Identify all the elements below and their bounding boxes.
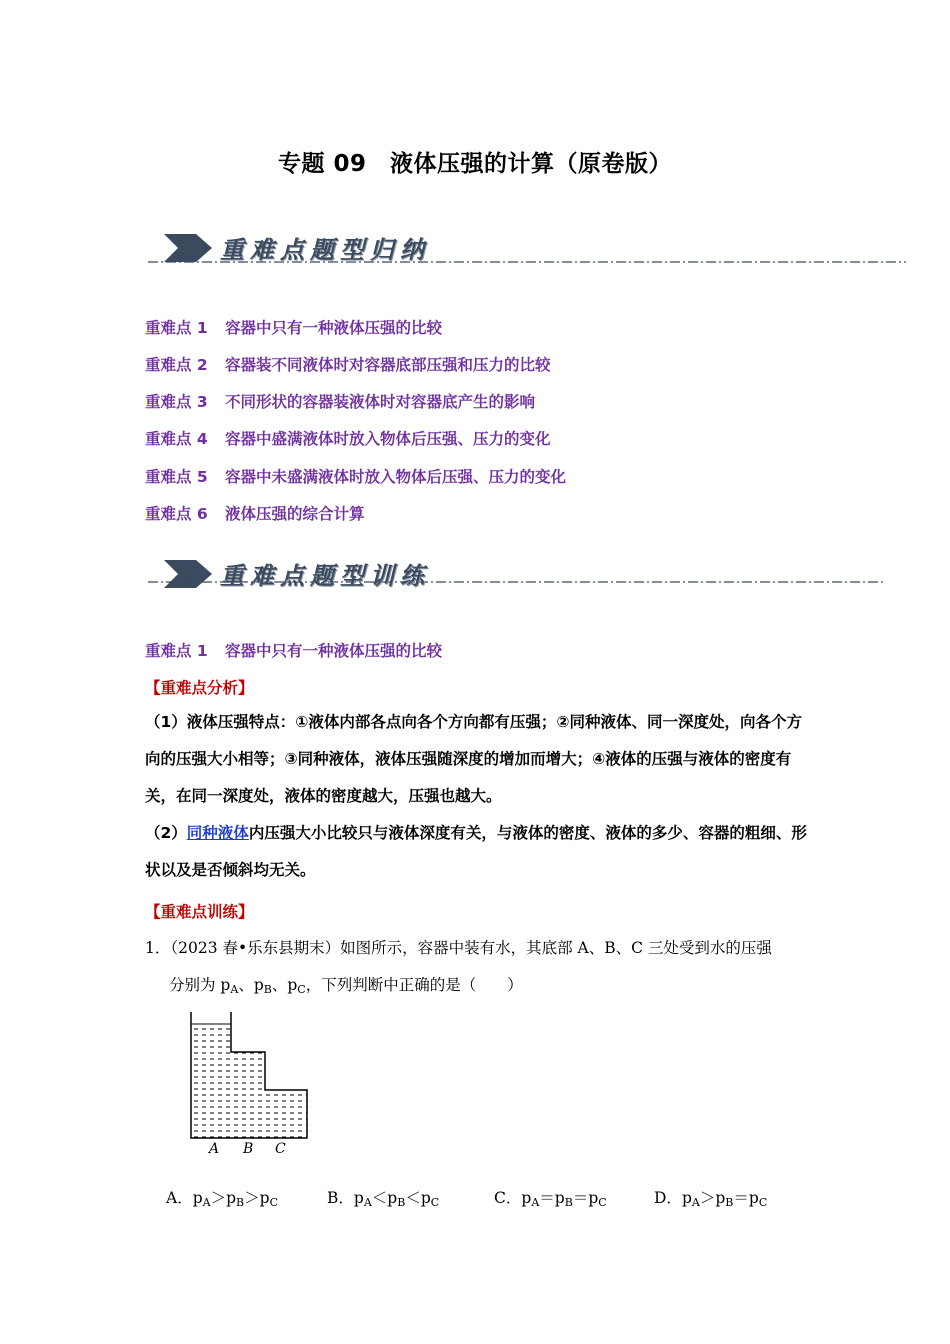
training-label: 【重难点训练】 xyxy=(145,903,254,921)
option-a[interactable]: A．$p_A>p_B>p_C$ xyxy=(166,1189,279,1209)
analysis-label: 【重难点分析】 xyxy=(145,679,254,697)
analysis-paragraph-1: （1）液体压强特点：①液体内部各点向各个方向都有压强；②同种液体、同一深度处，向各个方向的压强大小相等；③同种液体，液体压强随深度的增加而增大；④液体的压强与液体的密度有关，在同一深度处，液体的密度越大，压强也越大。 xyxy=(145,713,803,805)
toc-item[interactable]: 重难点 2 容器装不同液体时对容器底部压强和压力的比较 xyxy=(145,356,551,374)
section-heading: 重难点 1 容器中只有一种液体压强的比较 xyxy=(145,642,443,660)
toc-item[interactable]: 重难点 5 容器中未盛满液体时放入物体后压强、压力的变化 xyxy=(145,468,567,486)
label-c: C xyxy=(275,1141,286,1157)
page-title: 专题 09 液体压强的计算（原卷版） xyxy=(277,151,672,177)
option-d[interactable]: D．$p_A>p_B=p_C$ xyxy=(654,1189,768,1209)
toc-item[interactable]: 重难点 4 容器中盛满液体时放入物体后压强、压力的变化 xyxy=(145,430,551,448)
container-figure xyxy=(185,1008,315,1158)
label-b: B xyxy=(243,1141,254,1157)
label-a: A xyxy=(209,1141,220,1157)
toc-item[interactable]: 重难点 3 不同形状的容器装液体时对容器底产生的影响 xyxy=(145,393,536,411)
question-1: 1．（2023 春•乐东县期末）如图所示，容器中装有水，其底部 A、B、C 三处受到水的压强 分别为 $p_A$、$p_B$、$p_C$，下列判断中正确的是（ ） xyxy=(145,939,772,996)
option-c[interactable]: C．$p_A=p_B=p_C$ xyxy=(494,1189,607,1209)
toc-item[interactable]: 重难点 1 容器中只有一种液体压强的比较 xyxy=(145,319,443,337)
banner-summary xyxy=(148,226,908,280)
analysis-paragraph-2: （2）同种液体内压强大小比较只与液体深度有关，与液体的密度、液体的多少、容器的粗细、形状以及是否倾斜均无关。 xyxy=(145,824,807,879)
toc-item[interactable]: 重难点 6 液体压强的综合计算 xyxy=(145,505,365,523)
banner-summary-text: 重难点题型归纳 xyxy=(220,236,430,264)
option-b[interactable]: B．$p_A<p_B<p_C$ xyxy=(327,1189,440,1209)
same-liquid-link[interactable]: 同种液体 xyxy=(186,824,249,842)
banner-training-text: 重难点题型训练 xyxy=(220,562,430,590)
banner-training xyxy=(148,548,888,602)
